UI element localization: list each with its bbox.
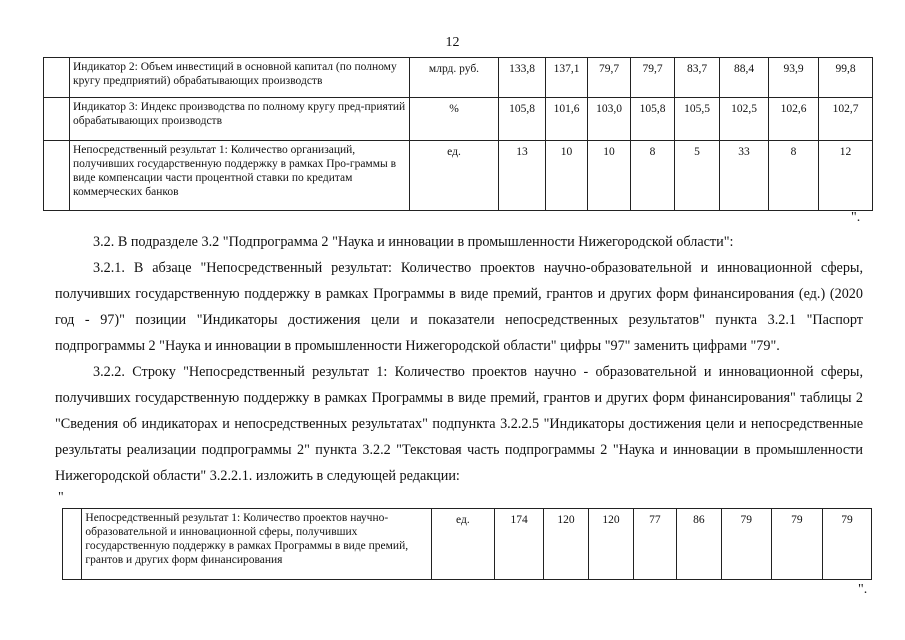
value-cell: 10 xyxy=(546,141,588,211)
value-cell: 137,1 xyxy=(546,58,588,98)
value-cell: 83,7 xyxy=(675,58,720,98)
value-cell: 86 xyxy=(676,509,721,580)
value-cell: 88,4 xyxy=(720,58,769,98)
value-cell: 79 xyxy=(721,509,771,580)
value-cell: 101,6 xyxy=(546,98,588,141)
value-cell: 5 xyxy=(675,141,720,211)
value-cell: 103,0 xyxy=(588,98,631,141)
unit-cell: млрд. руб. xyxy=(410,58,499,98)
value-cell: 102,6 xyxy=(769,98,819,141)
indicator-description: Индикатор 3: Индекс производства по полному кругу пред-приятий обрабатывающих производств xyxy=(70,98,410,141)
closing-quote: ". xyxy=(851,210,861,225)
paragraph-3-2: 3.2. В подразделе 3.2 "Подпрограмма 2 "Наука и инновации в промышленности Нижегородской области": xyxy=(93,234,734,250)
value-cell: 102,5 xyxy=(720,98,769,141)
table-row xyxy=(44,58,873,98)
table-cell-blank xyxy=(63,509,82,580)
value-cell: 12 xyxy=(819,141,873,211)
indicators-table-top xyxy=(43,57,873,211)
value-cell: 102,7 xyxy=(819,98,873,141)
value-cell: 99,8 xyxy=(819,58,873,98)
value-cell: 77 xyxy=(633,509,676,580)
unit-cell: % xyxy=(410,98,499,141)
paragraph-3-2-2: 3.2.2. Строку "Непосредственный результат 1: Количество проектов научно - образовательной и инновационной сферы, получивших государственную поддержку в рамках Программы в виде премий, грантов и других форм финансирования" таблицы 2 "Сведения об индикаторах и непосредственных результатах" подпункта 3.2.2.5 "Индикаторы достижения цели и непосредственные результаты реализации подпрограммы 2" пункта 3.2.2 "Текстовая часть подпрограммы 2 "Наука и инновации в промышленности Нижегородской области" 3.2.2.1. изложить в следующей редакции: xyxy=(55,364,863,484)
value-cell: 120 xyxy=(589,509,634,580)
indicator-description: Непосредственный результат 1: Количество организаций, получивших государственную поддержку в рамках Про-граммы в виде компенсации части процентной ставки по кредитам коммерческих банков xyxy=(70,141,410,211)
paragraph-3-2-1: 3.2.1. В абзаце "Непосредственный результат: Количество проектов научно-образовательной и инновационной сферы, получивших государственную поддержку в рамках Программы в виде премий, грантов и других форм финансирования (ед.) (2020 год - 97)" позиции "Индикаторы достижения цели и показатели непосредственных результатов" пункта 3.2.1 "Паспорт подпрограммы 2 "Наука и инновации в промышленности Нижегородской области" цифры "97" заменить цифрами "79". xyxy=(55,260,863,354)
value-cell: 174 xyxy=(495,509,544,580)
opening-quote: " xyxy=(58,490,64,505)
table-cell-blank xyxy=(44,98,70,141)
value-cell: 93,9 xyxy=(769,58,819,98)
indicators-table-bottom xyxy=(62,508,872,580)
value-cell: 79 xyxy=(822,509,871,580)
table-row xyxy=(44,141,873,211)
value-cell: 120 xyxy=(544,509,589,580)
indicator-description: Непосредственный результат 1: Количество проектов научно-образовательной и инновационной сферы, получивших государственную поддержку в рамках Программы в виде премий, грантов и других форм финансирования xyxy=(82,509,431,580)
value-cell: 79 xyxy=(771,509,822,580)
indicator-description: Индикатор 2: Объем инвестиций в основной капитал (по полному кругу предприятий) обрабатывающих производств xyxy=(70,58,410,98)
value-cell: 105,8 xyxy=(631,98,675,141)
table-row xyxy=(44,98,873,141)
unit-cell: ед. xyxy=(410,141,499,211)
table-cell-blank xyxy=(44,58,70,98)
page-number: 12 xyxy=(445,35,460,50)
value-cell: 105,5 xyxy=(675,98,720,141)
value-cell: 8 xyxy=(631,141,675,211)
value-cell: 105,8 xyxy=(499,98,546,141)
value-cell: 8 xyxy=(769,141,819,211)
value-cell: 133,8 xyxy=(499,58,546,98)
value-cell: 13 xyxy=(499,141,546,211)
value-cell: 10 xyxy=(588,141,631,211)
closing-quote: ". xyxy=(858,582,868,597)
table-cell-blank xyxy=(44,141,70,211)
unit-cell: ед. xyxy=(431,509,494,580)
table-row xyxy=(63,509,872,580)
value-cell: 33 xyxy=(720,141,769,211)
value-cell: 79,7 xyxy=(588,58,631,98)
value-cell: 79,7 xyxy=(631,58,675,98)
